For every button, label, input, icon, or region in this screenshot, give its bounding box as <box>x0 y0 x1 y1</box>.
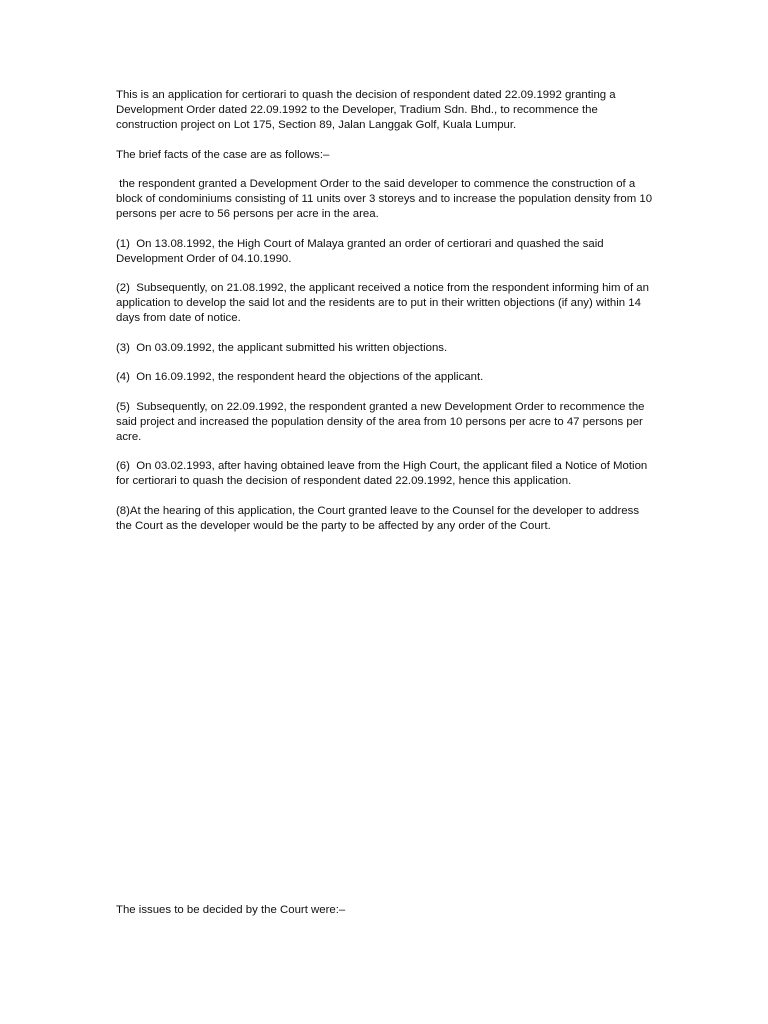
document-body <box>116 88 656 548</box>
facts-paragraph: the respondent granted a Development Order to the said developer to commence the construction of a block of condominiums consisting of 11 units over 3 storeys and to increase the population density from 10 persons per acre to 56 persons per acre in the area. <box>116 178 656 220</box>
fact-item-5: (5) Subsequently, on 22.09.1992, the respondent granted a new Development Order to recommence the said project and increased the population density of the area from 10 persons per acre to 47 persons per acre. <box>116 400 648 443</box>
intro-paragraph: This is an application for certiorari to quash the decision of respondent dated 22.09.1992 granting a Development Order dated 22.09.1992 to the Developer, Tradium Sdn. Bhd., to recommence the construction project on Lot 175, Section 89, Jalan Langgak Golf, Kuala Lumpur. <box>116 89 619 131</box>
issues-heading: The issues to be decided by the Court were:– <box>116 904 346 916</box>
fact-item-8: (8)At the hearing of this application, the Court granted leave to the Counsel for the developer to address the Court as the developer would be the party to be affected by any order of the Court. <box>116 504 643 532</box>
facts-heading: The brief facts of the case are as follows:– <box>116 148 330 161</box>
fact-item-4: (4) On 16.09.1992, the respondent heard the objections of the applicant. <box>116 371 484 383</box>
fact-item-3: (3) On 03.09.1992, the applicant submitted his written objections. <box>116 341 448 354</box>
fact-item-1: (1) On 13.08.1992, the High Court of Malaya granted an order of certiorari and quashed the said Development Order of 04.10.1990. <box>116 237 607 265</box>
fact-item-2: (2) Subsequently, on 21.08.1992, the applicant received a notice from the respondent informing him of an application to develop the said lot and the residents are to put in their written objections (if any) within 14 days from date of notice. <box>116 282 653 324</box>
fact-item-6: (6) On 03.02.1993, after having obtained leave from the High Court, the applicant filed a Notice of Motion for certiorari to quash the decision of respondent dated 22.09.1992, hence this application. <box>116 460 651 487</box>
